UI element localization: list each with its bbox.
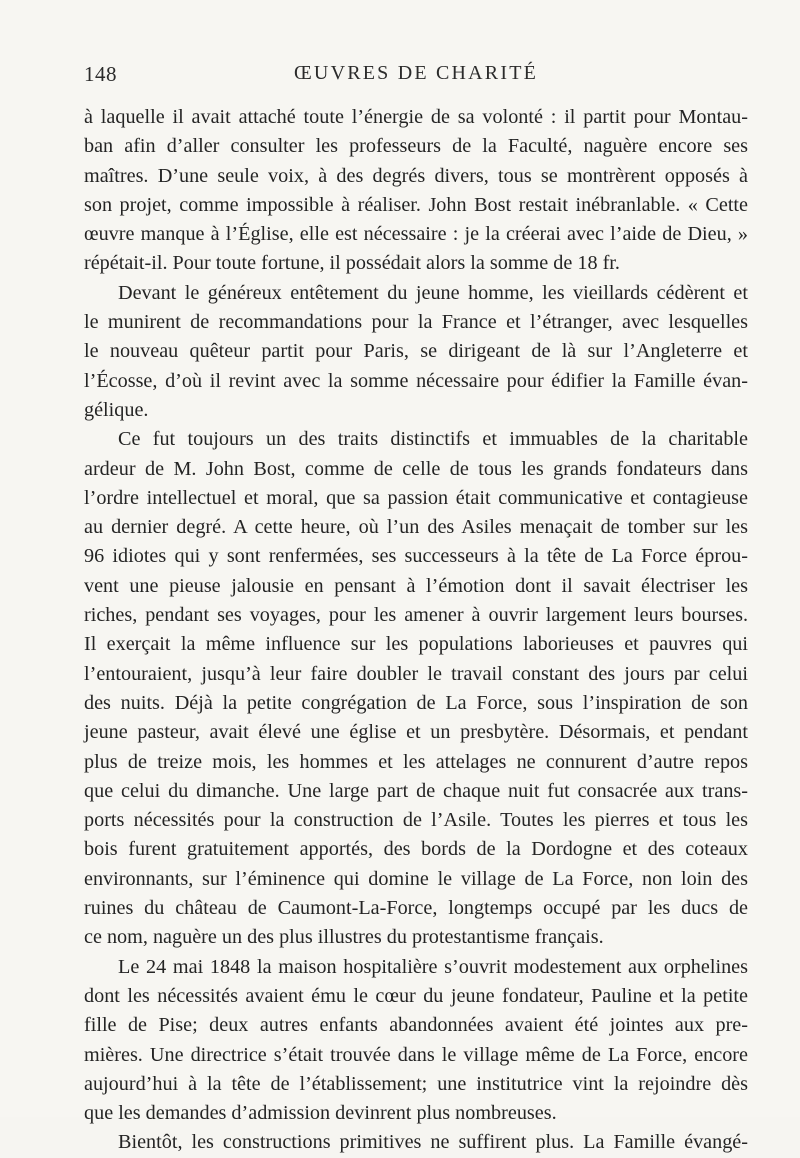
text-line: Bientôt, les constructions primitives ne suffirent plus. La Famille évangé- xyxy=(118,1131,748,1154)
text-line: plus de treize mois, les hommes et les attelages ne connurent d’autre repos xyxy=(84,750,748,773)
text-line: œuvre manque à l’Église, elle est nécessaire : je la créerai avec l’aide de Dieu, » xyxy=(84,223,748,246)
text-line: Il exerçait la même influence sur les populations laborieuses et pauvres qui xyxy=(84,633,748,656)
text-line: l’entouraient, jusqu’à leur faire doubler le travail constant des jours par celui xyxy=(84,662,748,685)
text-line: fille de Pise; deux autres enfants abandonnées avaient été jointes aux pre- xyxy=(84,1014,748,1037)
text-line: Le 24 mai 1848 la maison hospitalière s’ouvrit modestement aux orphelines xyxy=(118,955,748,978)
text-line: au dernier degré. A cette heure, où l’un des Asiles menaçait de tomber sur les xyxy=(84,516,748,539)
text-line: ports nécessités pour la construction de l’Asile. Toutes les pierres et tous les xyxy=(84,809,748,832)
text-line: ce nom, naguère un des plus illustres du protestantisme français. xyxy=(84,926,604,949)
text-line: que celui du dimanche. Une large part de chaque nuit fut consacrée aux trans- xyxy=(84,779,748,802)
text-line: ban afin d’aller consulter les professeurs de la Faculté, naguère encore ses xyxy=(84,135,748,158)
text-line: ardeur de M. John Bost, comme de celle de tous les grands fondateurs dans xyxy=(84,457,748,480)
text-line: maîtres. D’une seule voix, à des degrés divers, tous se montrèrent opposés à xyxy=(84,164,748,187)
text-line: le munirent de recommandations pour la France et l’étranger, avec lesquelles xyxy=(84,311,748,334)
text-line: 96 idiotes qui y sont renfermées, ses successeurs à la tête de La Force éprou- xyxy=(84,545,748,568)
text-line: riches, pendant ses voyages, pour les amener à ouvrir largement leurs bourses. xyxy=(84,604,748,627)
text-line: l’ordre intellectuel et moral, que sa passion était communicative et contagieuse xyxy=(84,486,748,509)
text-line: vent une pieuse jalousie en pensant à l’émotion dont il savait électriser les xyxy=(84,574,748,597)
page-number: 148 xyxy=(84,62,117,86)
page-header xyxy=(84,62,748,90)
text-line: ruines du château de Caumont-La-Force, longtemps occupé par les ducs de xyxy=(84,897,748,920)
body-text xyxy=(84,103,748,1158)
text-line: à laquelle il avait attaché toute l’énergie de sa volonté : il partit pour Montau- xyxy=(84,106,748,128)
text-line: que les demandes d’admission devinrent plus nombreuses. xyxy=(84,1102,557,1125)
text-line: répétait-il. Pour toute fortune, il possédait alors la somme de 18 fr. xyxy=(84,252,620,275)
text-line: l’Écosse, d’où il revint avec la somme nécessaire pour édifier la Famille évan- xyxy=(84,369,748,392)
text-line: gélique. xyxy=(84,398,149,421)
text-line: le nouveau quêteur partit pour Paris, se dirigeant de là sur l’Angleterre et xyxy=(84,340,748,363)
text-line: Ce fut toujours un des traits distinctifs et immuables de la charitable xyxy=(118,428,748,451)
text-line: environnants, sur l’éminence qui domine le village de La Force, non loin des xyxy=(84,867,748,890)
text-line: dont les nécessités avaient ému le cœur du jeune fondateur, Pauline et la petite xyxy=(84,984,748,1007)
text-line: Devant le généreux entêtement du jeune homme, les vieillards cédèrent et xyxy=(118,281,748,304)
text-line: des nuits. Déjà la petite congrégation de La Force, sous l’inspiration de son xyxy=(84,691,748,714)
text-line: aujourd’hui à la tête de l’établissement; une institutrice vint la rejoindre dès xyxy=(84,1072,748,1095)
text-line: jeune pasteur, avait élevé une église et un presbytère. Désormais, et pendant xyxy=(84,721,748,744)
text-line: son projet, comme impossible à réaliser. John Bost restait inébranlable. « Cette xyxy=(84,193,748,216)
text-line: mières. Une directrice s’était trouvée dans le village même de La Force, encore xyxy=(84,1043,748,1066)
running-title: ŒUVRES DE CHARITÉ xyxy=(293,62,539,84)
text-line: bois furent gratuitement apportés, des bords de la Dordogne et des coteaux xyxy=(84,838,748,861)
